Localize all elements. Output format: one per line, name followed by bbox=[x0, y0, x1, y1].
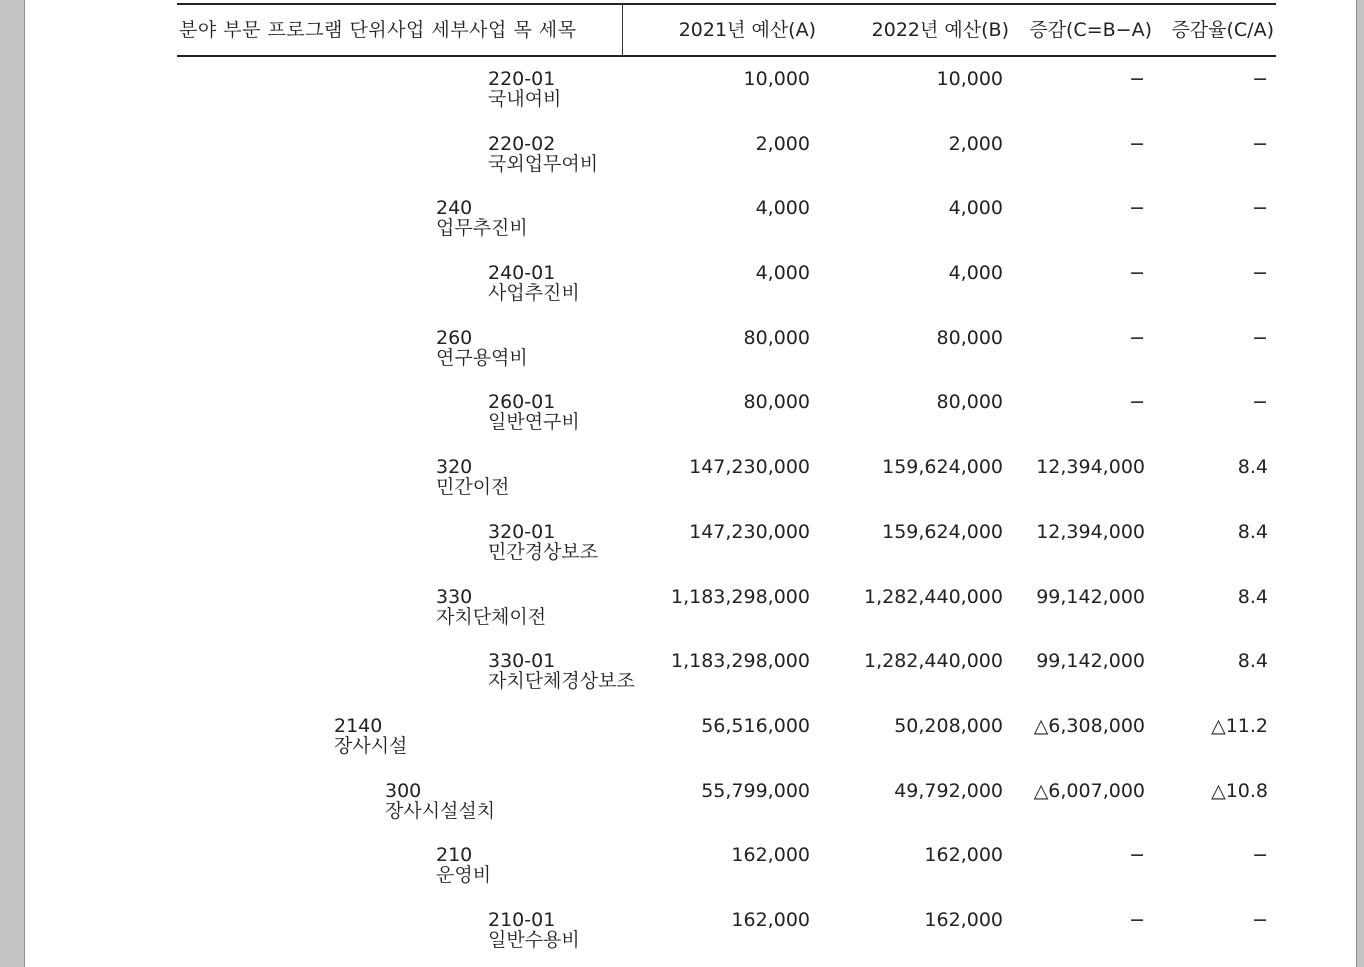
row-code: 260 bbox=[436, 326, 473, 349]
row-change-rate: − bbox=[1252, 262, 1268, 285]
header-change: 증감(C=B−A) bbox=[1029, 19, 1152, 41]
row-change: − bbox=[1129, 68, 1145, 90]
row-label: 자치단체이전 bbox=[436, 605, 547, 628]
row-code: 2140 bbox=[334, 714, 383, 737]
row-code: 210 bbox=[436, 844, 473, 867]
row-label: 사업추진비 bbox=[488, 282, 580, 305]
row-change: − bbox=[1129, 132, 1145, 155]
row-label: 일반연구비 bbox=[488, 411, 580, 434]
row-code: 260-01 bbox=[488, 391, 556, 414]
row-change-rate: − bbox=[1252, 197, 1268, 220]
row-label: 민간경상보조 bbox=[488, 540, 599, 563]
row-change: 99,142,000 bbox=[1036, 585, 1145, 608]
row-budget-2022: 162,000 bbox=[924, 844, 1003, 867]
header-divider bbox=[622, 5, 623, 55]
budget-table bbox=[177, 3, 1276, 963]
row-budget-2021: 56,516,000 bbox=[701, 714, 810, 737]
row-budget-2021: 147,230,000 bbox=[689, 520, 810, 543]
row-change: 99,142,000 bbox=[1036, 650, 1145, 673]
row-budget-2022: 4,000 bbox=[948, 262, 1003, 285]
row-budget-2022: 50,208,000 bbox=[894, 714, 1003, 737]
table-row bbox=[177, 769, 1276, 834]
row-code: 240-01 bbox=[488, 262, 556, 285]
table-row bbox=[177, 251, 1276, 316]
row-change-rate: − bbox=[1252, 132, 1268, 155]
row-budget-2021: 1,183,298,000 bbox=[670, 650, 810, 673]
table-row bbox=[177, 316, 1276, 381]
row-budget-2022: 80,000 bbox=[936, 391, 1003, 414]
row-change: − bbox=[1129, 844, 1145, 867]
row-label: 국내여비 bbox=[488, 88, 562, 110]
document-page bbox=[25, 0, 1356, 967]
row-budget-2021: 10,000 bbox=[743, 68, 810, 90]
table-row bbox=[177, 639, 1276, 704]
row-budget-2021: 4,000 bbox=[755, 262, 810, 285]
table-row bbox=[177, 898, 1276, 963]
row-label: 국외업무여비 bbox=[488, 152, 599, 175]
row-code: 300 bbox=[385, 779, 422, 802]
row-code: 210-01 bbox=[488, 908, 556, 931]
row-budget-2021: 162,000 bbox=[731, 908, 810, 931]
header-budget-2021: 2021년 예산(A) bbox=[678, 19, 816, 41]
row-budget-2022: 80,000 bbox=[936, 326, 1003, 349]
row-change-rate: − bbox=[1252, 908, 1268, 931]
table-row bbox=[177, 57, 1276, 122]
row-label: 장사시설 bbox=[334, 734, 408, 757]
row-budget-2022: 10,000 bbox=[936, 68, 1003, 90]
row-label: 민간이전 bbox=[436, 476, 510, 499]
header-budget-2022: 2022년 예산(B) bbox=[871, 19, 1009, 41]
row-label: 운영비 bbox=[436, 864, 492, 887]
table-row bbox=[177, 380, 1276, 445]
row-change: − bbox=[1129, 326, 1145, 349]
row-change-rate: 8.4 bbox=[1237, 585, 1268, 608]
row-change-rate: − bbox=[1252, 68, 1268, 90]
left-gutter bbox=[0, 0, 25, 967]
row-budget-2021: 147,230,000 bbox=[689, 456, 810, 479]
row-code: 330-01 bbox=[488, 650, 556, 673]
row-change-rate: − bbox=[1252, 391, 1268, 414]
row-budget-2022: 2,000 bbox=[948, 132, 1003, 155]
table-row bbox=[177, 833, 1276, 898]
table-header bbox=[177, 3, 1276, 57]
right-scrollbar[interactable] bbox=[1356, 0, 1364, 967]
header-hierarchy: 분야 부문 프로그램 단위사업 세부사업 목 세목 bbox=[179, 19, 577, 41]
row-change: 12,394,000 bbox=[1036, 456, 1145, 479]
row-change-rate: 8.4 bbox=[1237, 456, 1268, 479]
row-change: − bbox=[1129, 391, 1145, 414]
row-change-rate: 8.4 bbox=[1237, 650, 1268, 673]
row-budget-2022: 49,792,000 bbox=[894, 779, 1003, 802]
row-change: − bbox=[1129, 908, 1145, 931]
row-budget-2021: 80,000 bbox=[743, 391, 810, 414]
row-code: 320-01 bbox=[488, 520, 556, 543]
row-budget-2022: 1,282,440,000 bbox=[863, 650, 1003, 673]
row-change: − bbox=[1129, 262, 1145, 285]
row-label: 장사시설설치 bbox=[385, 799, 496, 822]
row-change-rate: − bbox=[1252, 326, 1268, 349]
row-change-rate: △10.8 bbox=[1211, 779, 1268, 802]
row-budget-2022: 159,624,000 bbox=[882, 520, 1003, 543]
table-row bbox=[177, 445, 1276, 510]
header-change-rate: 증감율(C/A) bbox=[1171, 19, 1274, 41]
table-row bbox=[177, 186, 1276, 251]
table-row bbox=[177, 510, 1276, 575]
row-budget-2022: 162,000 bbox=[924, 908, 1003, 931]
row-budget-2021: 55,799,000 bbox=[701, 779, 810, 802]
row-label: 자치단체경상보조 bbox=[488, 670, 635, 693]
row-budget-2021: 1,183,298,000 bbox=[670, 585, 810, 608]
row-change: 12,394,000 bbox=[1036, 520, 1145, 543]
row-change: − bbox=[1129, 197, 1145, 220]
row-code: 220-02 bbox=[488, 132, 556, 155]
row-change-rate: 8.4 bbox=[1237, 520, 1268, 543]
row-code: 330 bbox=[436, 585, 473, 608]
row-change: △6,007,000 bbox=[1033, 779, 1145, 802]
row-budget-2021: 162,000 bbox=[731, 844, 810, 867]
row-budget-2022: 159,624,000 bbox=[882, 456, 1003, 479]
row-label: 연구용역비 bbox=[436, 346, 528, 369]
row-label: 일반수용비 bbox=[488, 928, 580, 951]
table-body bbox=[177, 57, 1276, 963]
row-label: 업무추진비 bbox=[436, 217, 528, 240]
row-budget-2021: 80,000 bbox=[743, 326, 810, 349]
table-row bbox=[177, 575, 1276, 640]
row-change-rate: △11.2 bbox=[1211, 714, 1268, 737]
row-code: 240 bbox=[436, 197, 473, 220]
table-row bbox=[177, 704, 1276, 769]
row-code: 220-01 bbox=[488, 68, 556, 90]
row-change: △6,308,000 bbox=[1033, 714, 1145, 737]
row-budget-2022: 1,282,440,000 bbox=[863, 585, 1003, 608]
row-change-rate: − bbox=[1252, 844, 1268, 867]
row-budget-2021: 2,000 bbox=[755, 132, 810, 155]
row-code: 320 bbox=[436, 456, 473, 479]
row-budget-2021: 4,000 bbox=[755, 197, 810, 220]
row-budget-2022: 4,000 bbox=[948, 197, 1003, 220]
table-row bbox=[177, 122, 1276, 187]
